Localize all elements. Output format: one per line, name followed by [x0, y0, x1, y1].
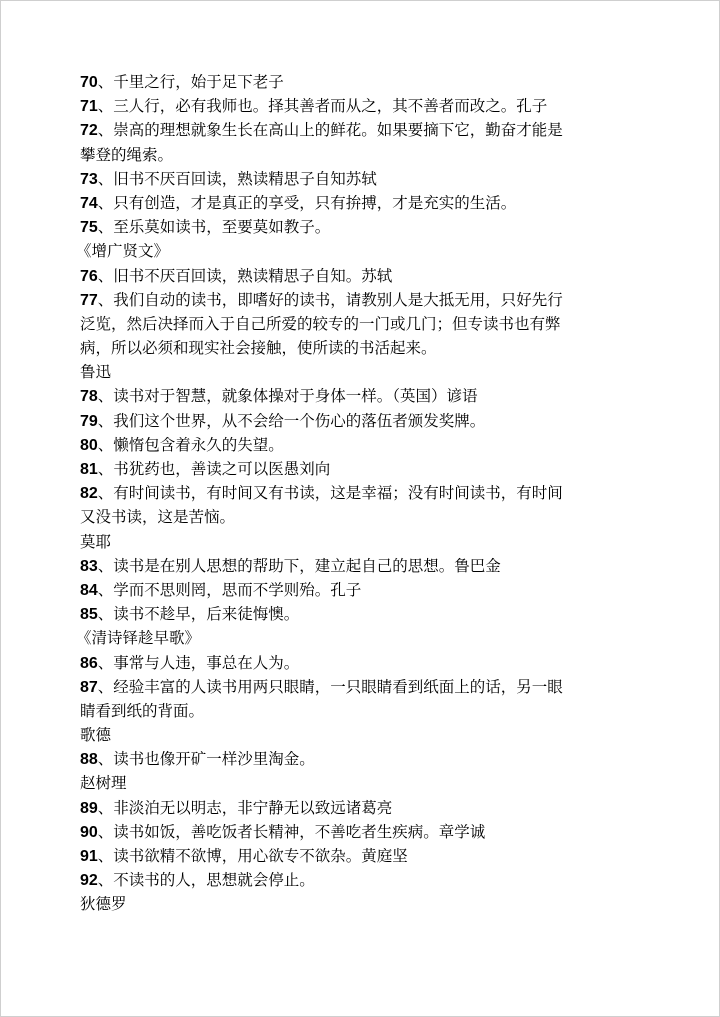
quote-text: 、我们自动的读书，即嗜好的读书，请教别人是大抵无用，只好先行 — [97, 290, 563, 309]
quote-number: 87 — [80, 678, 98, 696]
quote-number: 81 — [80, 461, 98, 478]
quote-line — [80, 481, 640, 505]
quote-text: 莫耶 — [80, 532, 112, 551]
quote-number: 83 — [80, 557, 98, 575]
quote-text: 、只有创造，才是真正的享受，只有拚搏，才是充实的生活。 — [97, 193, 517, 212]
quote-text: 狄德罗 — [80, 895, 127, 914]
quote-text: 、三人行，必有我师也。择其善者而从之，其不善者而改之。孔子 — [97, 97, 548, 116]
quote-text: 《清诗铎趁早歌》 — [76, 629, 201, 648]
document-body — [76, 70, 640, 917]
quote-line — [80, 602, 640, 626]
quote-text: 、非淡泊无以明志，非宁静无以致远诸葛亮 — [97, 798, 393, 817]
quote-text: 、有时间读书，有时间又有书读，这是幸福；没有时间读书，有时间 — [97, 484, 563, 503]
quote-line — [80, 651, 640, 675]
quote-line — [80, 675, 640, 699]
quote-line — [80, 554, 640, 578]
quote-text: 、学而不思则罔，思而不学则殆。孔子 — [97, 580, 362, 599]
quote-line — [80, 384, 640, 408]
continuation-line — [80, 699, 640, 723]
quote-number: 71 — [80, 98, 98, 116]
continuation-line — [80, 312, 640, 336]
quote-text: 、读书不趁早，后来徒悔懊。 — [97, 605, 300, 624]
quote-number: 90 — [80, 823, 98, 841]
quote-line — [80, 457, 640, 481]
quote-line — [80, 264, 640, 288]
quote-text: 、书犹药也，善读之可以医愚刘向 — [97, 460, 331, 478]
quote-text: 、千里之行，始于足下老子 — [97, 73, 284, 91]
quote-number: 70 — [80, 74, 98, 91]
quote-text: 攀登的绳索。 — [80, 145, 174, 164]
quote-text: 、读书也像开矿一样沙里淘金。 — [97, 750, 315, 769]
quote-number: 88 — [80, 751, 98, 769]
quote-number: 89 — [80, 799, 98, 817]
quote-text: 、事常与人违，事总在人为。 — [97, 653, 300, 672]
quote-number: 75 — [80, 219, 98, 237]
continuation-line — [80, 360, 640, 384]
quote-line — [80, 118, 640, 142]
quote-line — [80, 70, 640, 94]
quote-text: 赵树理 — [80, 774, 127, 793]
quote-line — [80, 844, 640, 868]
quote-text: 、经验丰富的人读书用两只眼睛，一只眼睛看到纸面上的话，另一眼 — [97, 677, 563, 696]
quote-number: 73 — [80, 170, 98, 188]
quote-text: 鲁迅 — [80, 363, 112, 382]
quote-line — [80, 409, 640, 433]
continuation-line — [80, 143, 640, 167]
quote-text: 、读书是在别人思想的帮助下，建立起自己的思想。鲁巴金 — [97, 556, 501, 575]
quote-number: 72 — [80, 122, 98, 140]
quote-text: 病，所以必须和现实社会接触，使所读的书活起来。 — [80, 339, 437, 358]
continuation-line — [80, 530, 640, 554]
quote-line — [80, 433, 640, 457]
quote-text: 、崇高的理想就象生长在高山上的鲜花。如果要摘下它，勤奋才能是 — [97, 121, 563, 140]
continuation-line — [76, 239, 640, 263]
continuation-line — [80, 336, 640, 360]
quote-number: 80 — [80, 436, 98, 454]
quote-text: 、至乐莫如读书，至要莫如教子。 — [97, 218, 331, 237]
quote-line — [80, 191, 640, 215]
quote-text: 泛览，然后决择而入于自己所爱的较专的一门或几门；但专读书也有弊 — [80, 314, 561, 333]
quote-number: 84 — [80, 581, 98, 599]
quote-line — [80, 868, 640, 892]
quote-line — [80, 820, 640, 844]
quote-text: 《增广贤文》 — [76, 242, 170, 261]
quote-number: 77 — [80, 291, 98, 309]
quote-text: 、我们这个世界，从不会给一个伤心的落伍者颁发奖牌。 — [97, 411, 486, 430]
quote-line — [80, 747, 640, 771]
quote-text: 、懒惰包含着永久的失望。 — [97, 435, 284, 454]
quote-number: 91 — [80, 848, 98, 865]
quote-number: 76 — [80, 267, 98, 285]
continuation-line — [80, 771, 640, 795]
quote-number: 86 — [80, 654, 98, 672]
quote-text: 、旧书不厌百回读，熟读精思子自知。苏轼 — [97, 266, 393, 285]
continuation-line — [80, 505, 640, 529]
quote-number: 78 — [80, 388, 98, 406]
continuation-line — [80, 892, 640, 916]
quote-text: 、读书如饭，善吃饭者长精神，不善吃者生疾病。章学诚 — [97, 822, 486, 841]
quote-number: 85 — [80, 606, 98, 624]
quote-line — [80, 167, 640, 191]
quote-text: 、读书对于智慧，就象体操对于身体一样。（英国）谚语 — [97, 387, 478, 406]
quote-line — [80, 578, 640, 602]
continuation-line — [76, 626, 640, 650]
quote-text: 又没书读，这是苦恼。 — [80, 508, 236, 527]
quote-line — [80, 94, 640, 118]
quote-line — [80, 215, 640, 239]
quote-number: 82 — [80, 485, 98, 503]
quote-number: 92 — [80, 872, 98, 890]
quote-text: 、旧书不厌百回读，熟读精思子自知苏轼 — [97, 169, 377, 188]
quote-text: 、不读书的人，思想就会停止。 — [97, 871, 315, 890]
quote-number: 74 — [80, 194, 98, 212]
quote-line — [80, 288, 640, 312]
quote-line — [80, 796, 640, 820]
quote-number: 79 — [80, 412, 98, 430]
quote-text: 歌德 — [80, 726, 112, 745]
continuation-line — [80, 723, 640, 747]
quote-text: 、读书欲精不欲博，用心欲专不欲杂。黄庭坚 — [97, 847, 408, 865]
quote-text: 睛看到纸的背面。 — [80, 701, 205, 720]
